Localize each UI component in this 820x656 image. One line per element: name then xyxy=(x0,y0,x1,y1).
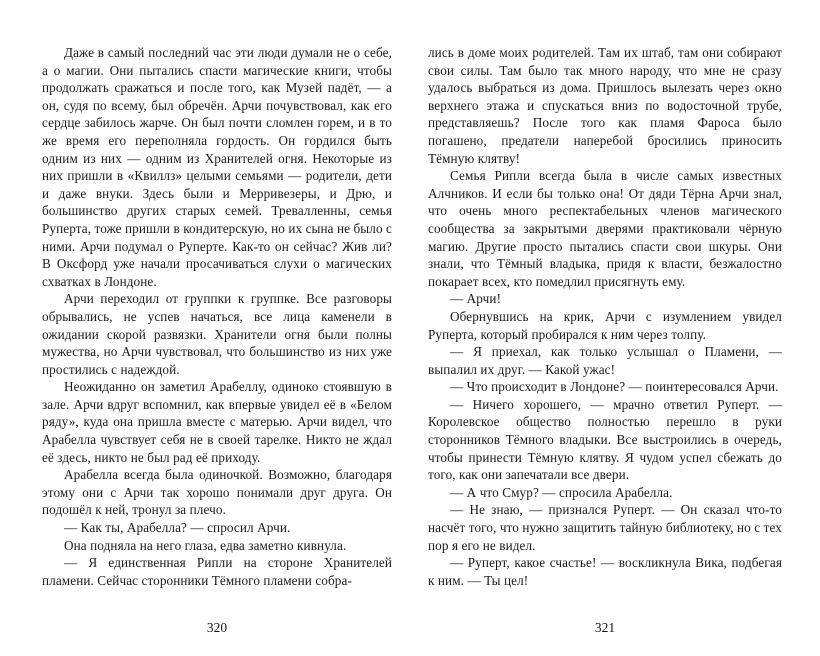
dialogue-paragraph: — Руперт, какое счастье! — воскликнула Вика, подбегая к ним. — Ты цел! xyxy=(428,555,782,588)
paragraph: Она подняла на него глаза, едва заметно кивнула. xyxy=(64,537,347,553)
page-number-left: 320 xyxy=(206,620,228,635)
continuation-paragraph: лись в доме моих родителей. Там их штаб, там они собирают свои силы. Там было так много народу, что мне не сразу удалось выбраться из дома. Пришлось вылезать через окно верхнего этажа и спускаться вниз по водосточной трубе, представляешь? После того как пламя Фароса было погашено, предатели наперебой бросились приносить Тёмную клятву! xyxy=(428,45,782,166)
page-text-right xyxy=(428,44,782,589)
paragraph: Обернувшись на крик, Арчи с изумлением увидел Руперта, который пробирался к ним через толпу. xyxy=(428,308,782,342)
dialogue-paragraph: — Я единственная Рипли на стороне Хранителей пламени. Сейчас сторонники Тёмного пламени собра- xyxy=(42,555,392,588)
dialogue-paragraph: — Не знаю, — признался Руперт. — Он сказал что-то насчёт того, что нужно защитить тайную библиотеку, но с тех пор я его не видел. xyxy=(428,502,782,553)
paragraph: Арабелла всегда была одиночкой. Возможно, благодаря этому они с Арчи так хорошо понимали друг друга. Он подошёл к ней, тронул за плечо. xyxy=(42,467,392,518)
dialogue-paragraph: — А что Смур? — спросила Арабелла. xyxy=(450,484,673,500)
page-text-left xyxy=(42,44,392,589)
page-right xyxy=(410,0,820,656)
paragraph: Семья Рипли всегда была в числе самых известных Алчников. И если бы только она! От дяди Тёрна Арчи знал, что очень много респектабельных членов магического сообщества за закрытыми дверями практиковали чёрную магию. Другие просто пытались спасти свои шкуры. Они знали, что Тёмный владыка, придя к власти, безжалостно покарает всех, кто помедлил присягнуть ему. xyxy=(428,168,782,289)
page-number-right: 321 xyxy=(594,620,616,635)
dialogue-paragraph: — Я приехал, как только услышал о Пламени, — выпалил их друг. — Какой ужас! xyxy=(428,344,782,377)
dialogue-paragraph: — Ничего хорошего, — мрачно ответил Руперт. — Королевское общество полностью перешло в руки сторонников Тёмного владыки. Все выстроились в очередь, чтобы принести Тёмную клятву. Я чудом успел сбежать до того, как они запечатали все двери. xyxy=(428,396,782,483)
dialogue-paragraph: — Арчи! xyxy=(450,291,502,307)
paragraph: Даже в самый последний час эти люди думали не о себе, а о магии. Они пытались спасти магические книги, чтобы продолжать сражаться и после того, как Музей падёт, — а он, судя по всему, был обречён. Арчи почувствовал, как его сердце забилось жарче. Он был почти сломлен горем, и в то же время его переполняла гордость. Он гордился быть одним из них — одним из Хранителей огня. Некоторые из них пришли в «Квиллз» целыми семьями — родители, дети и даже внуки. Здесь были и Мерривезеры, и Дрю, и большинство других старых семей. Тревалленны, семья Руперта, тоже пришли в кондитерскую, но их сына не было с ними. Арчи подумал о Руперте. Как-то он сейчас? Жив ли? В Оксфорд уже начали просачиваться слухи о магических схватках в Лондоне. xyxy=(42,45,392,289)
paragraph: Арчи переходил от группки к группке. Все разговоры обрывались, не успев начаться, все лица каменели в ожидании скорой развязки. Хранители огня были полны мужества, но Арчи чувствовал, что большинство из них уже простились с надеждой. xyxy=(42,291,392,377)
paragraph: Неожиданно он заметил Арабеллу, одиноко стоявшую в зале. Арчи вдруг вспомнил, как впервые увидел её в «Белом ряду», куда она пришла вместе с матерью. Арчи видел, что Арабелла чувствует себя не в своей тарелке. Никто не ждал её здесь, никто не был рад её приходу. xyxy=(42,379,392,465)
dialogue-paragraph: — Что происходит в Лондоне? — поинтересовался Арчи. xyxy=(450,379,779,395)
dialogue-paragraph: — Как ты, Арабелла? — спросил Арчи. xyxy=(64,520,291,536)
